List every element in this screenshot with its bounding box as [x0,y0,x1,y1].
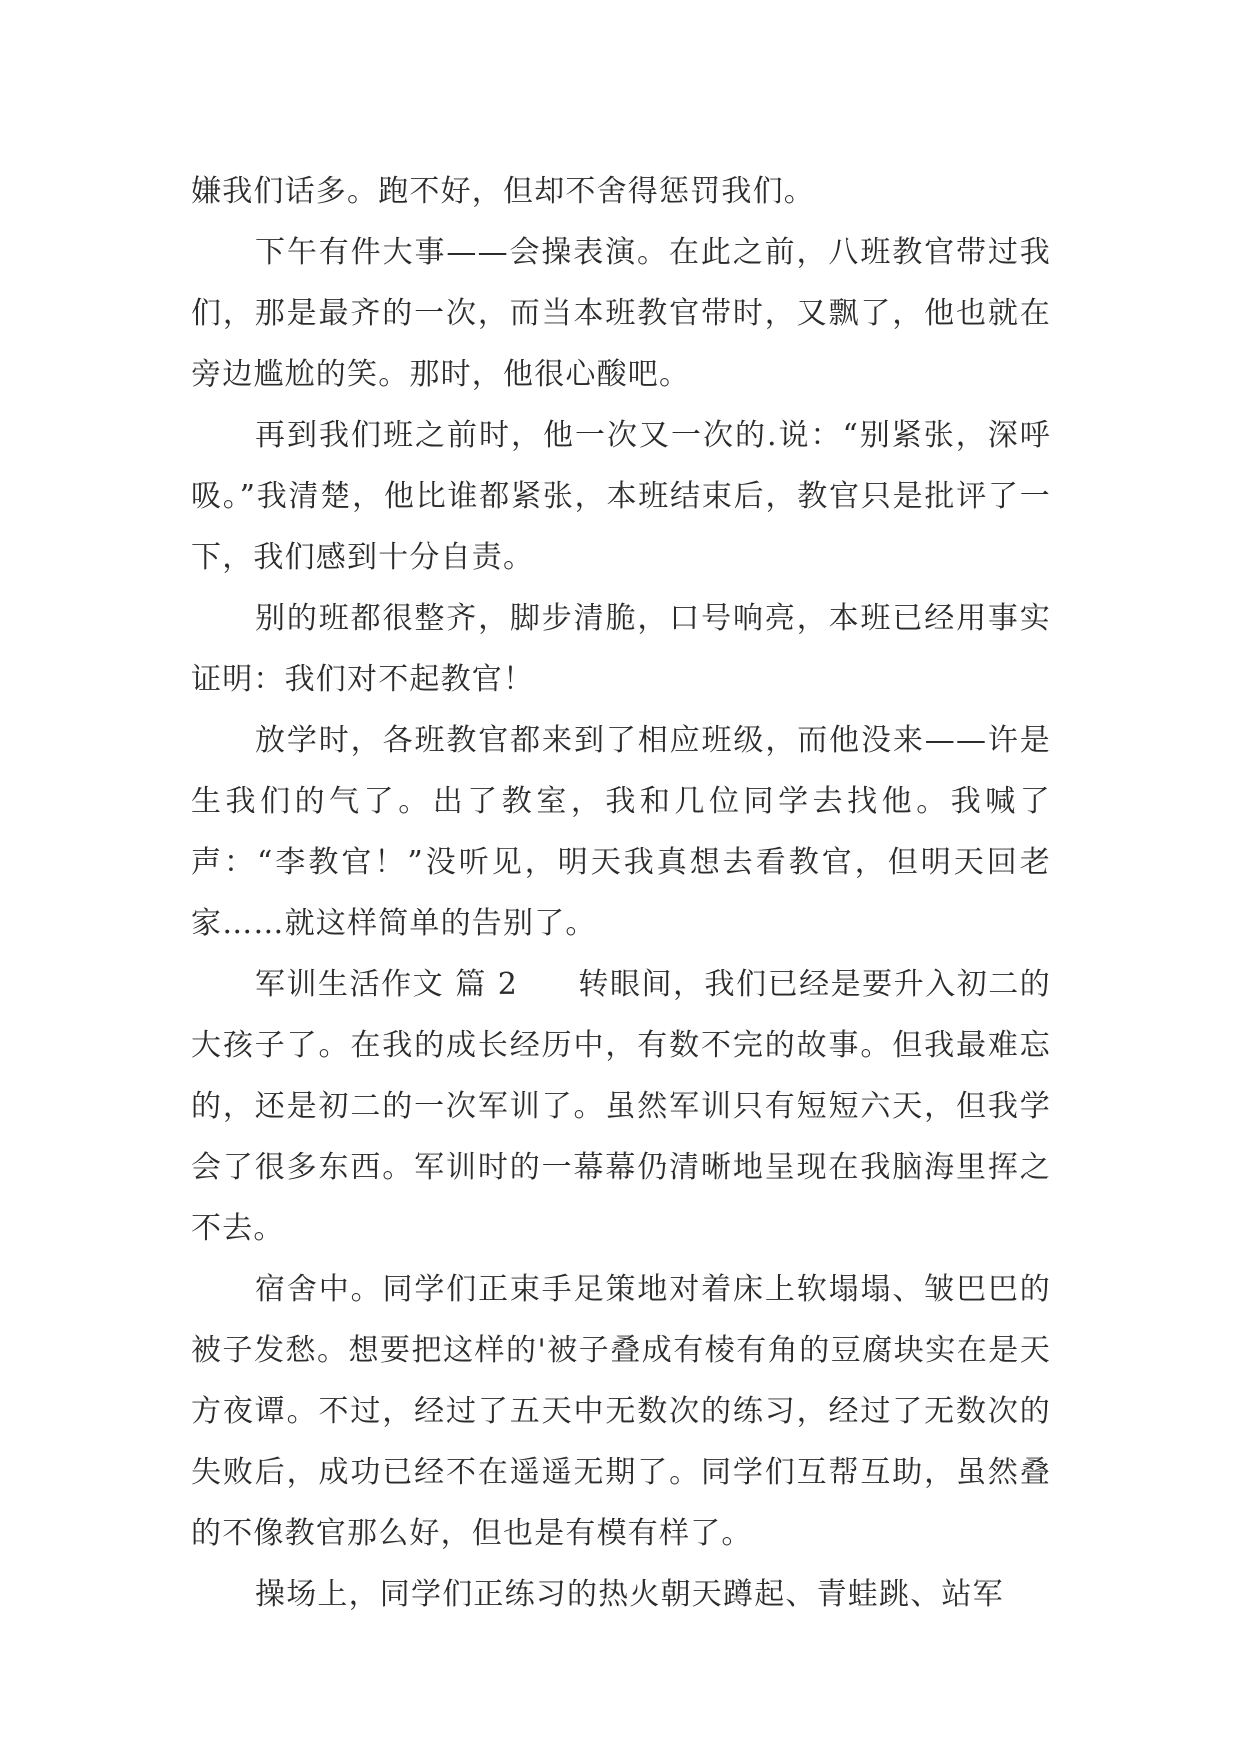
paragraph: 放学时，各班教官都来到了相应班级，而他没来——许是生我们的气了。出了教室，我和几位同学去找他。我喊了声：“李教官！”没听见，明天我真想去看教官，但明天回老家……就这样简单的告别了。 [191,723,1051,941]
section-heading: 军训生活作文 篇 2 [255,967,519,1002]
paragraph: 别的班都很整齐，脚步清脆，口号响亮，本班已经用事实证明：我们对不起教官！ [191,601,1051,697]
paragraph: 嫌我们话多。跑不好，但却不舍得惩罚我们。 [191,174,815,209]
paragraph: 宿舍中。同学们正束手足策地对着床上软塌塌、皱巴巴的被子发愁。想要把这样的'被子叠成有棱有角的豆腐块实在是天方夜谭。不过，经过了五天中无数次的练习，经过了无数次的失败后，成功已经不在遥遥无期了。同学们互帮互助，虽然叠的不像教官那么好，但也是有模有样了。 [191,1272,1051,1551]
paragraph: 再到我们班之前时，他一次又一次的.说：“别紧张，深呼吸。”我清楚，他比谁都紧张，本班结束后，教官只是批评了一下，我们感到十分自责。 [191,418,1051,575]
paragraph: 下午有件大事——会操表演。在此之前，八班教官带过我们，那是最齐的一次，而当本班教官带时，又飘了，他也就在旁边尴尬的笑。那时，他很心酸吧。 [191,235,1051,392]
section-text: 转眼间，我们已经是要升入初二的大孩子了。在我的成长经历中，有数不完的故事。但我最难忘的，还是初二的一次军训了。虽然军训只有短短六天，但我学会了很多东西。军训时的一幕幕仍清晰地呈现在我脑海里挥之不去。 [191,967,1052,1246]
section-paragraph [191,954,1051,1259]
paragraph: 操场上，同学们正练习的热火朝天蹲起、青蛙跳、站军 [255,1577,1004,1612]
document-body [191,161,1051,1625]
